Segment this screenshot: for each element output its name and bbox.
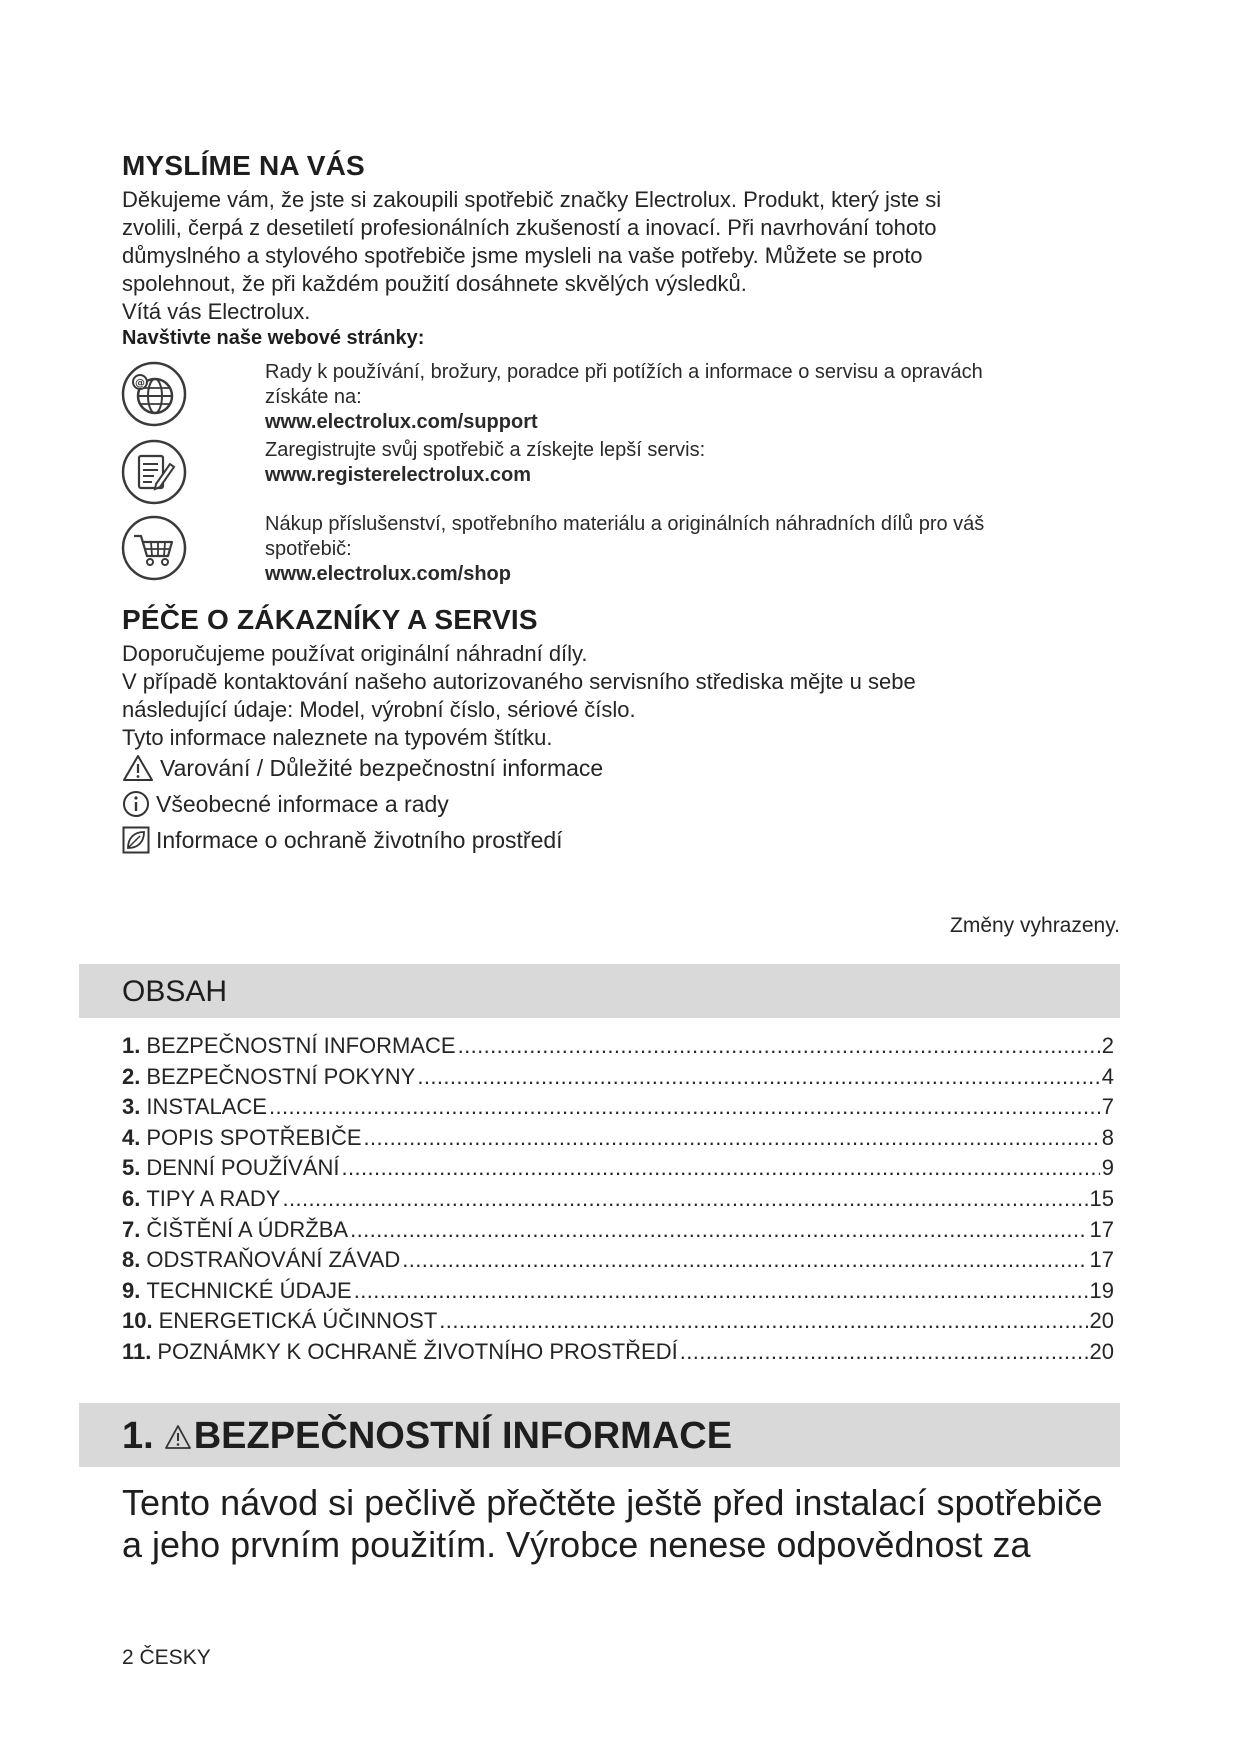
- toc-item[interactable]: [122, 1031, 1114, 1062]
- legend-text: Informace o ochraně životního prostředí: [156, 826, 563, 853]
- visit-label: Navštivte naše webové stránky:: [122, 327, 425, 349]
- toc-item-number: 7.: [122, 1216, 141, 1242]
- toc-item-label: POZNÁMKY K OCHRANĚ ŽIVOTNÍHO PROSTŘEDÍ: [157, 1338, 678, 1364]
- toc-item-number: 11.: [122, 1338, 152, 1364]
- toc-item[interactable]: [122, 1245, 1114, 1276]
- changes-note: Změny vyhrazeny.: [950, 914, 1120, 937]
- toc-header-bar: [79, 964, 1120, 1018]
- register-icon: [120, 438, 188, 506]
- care-line: Tyto informace naleznete na typovém štítku.: [122, 725, 553, 750]
- toc-leader: [680, 1337, 1088, 1368]
- intro-line: Děkujeme vám, že jste si zakoupili spotřebič značky Electrolux. Produkt, který jste si: [122, 187, 942, 212]
- toc-item[interactable]: [122, 1337, 1114, 1368]
- toc-item-number: 9.: [122, 1277, 141, 1303]
- toc-item[interactable]: [122, 1306, 1114, 1337]
- toc-leader: [342, 1153, 1100, 1184]
- intro-line: zvolili, čerpá z desetiletí profesionálních zkušeností a inovací. Při navrhování tohoto: [122, 215, 937, 240]
- toc-item-page: 4: [1101, 1063, 1114, 1089]
- care-text: [122, 640, 1102, 752]
- service-line: spotřebič:: [265, 538, 352, 560]
- toc-leader: [439, 1306, 1087, 1337]
- toc-item-label: TECHNICKÉ ÚDAJE: [146, 1277, 352, 1303]
- legend-text: Varování / Důležité bezpečnostní informace: [160, 754, 604, 781]
- warning-icon: [122, 754, 154, 782]
- toc-item-page: 8: [1101, 1124, 1114, 1150]
- section-intro-line: a jeho prvním použitím. Výrobce nenese odpovědnost za: [122, 1524, 1031, 1565]
- toc-leader: [354, 1276, 1088, 1307]
- toc-item-page: 20: [1089, 1308, 1114, 1334]
- intro-line: důmyslného a stylového spotřebiče jsme mysleli na vaše potřeby. Můžete se proto: [122, 243, 923, 268]
- toc-item-label: TIPY A RADY: [146, 1185, 281, 1211]
- service-line: Rady k používání, brožury, poradce při potížích a informace o servisu a opravách: [265, 361, 983, 383]
- info-icon: [122, 790, 150, 818]
- service-line: získáte na:: [265, 386, 362, 408]
- toc-item[interactable]: [122, 1215, 1114, 1246]
- cart-icon: [120, 514, 188, 582]
- care-line: Doporučujeme používat originální náhradní díly.: [122, 641, 588, 666]
- intro-heading: MYSLÍME NA VÁS: [122, 150, 365, 181]
- toc-item-number: 8.: [122, 1247, 141, 1273]
- svg-text:@: @: [135, 378, 145, 389]
- toc-item[interactable]: [122, 1153, 1114, 1184]
- register-link[interactable]: www.registerelectrolux.com: [265, 464, 532, 486]
- toc-item-label: DENNÍ POUŽÍVÁNÍ: [146, 1155, 340, 1181]
- toc-item-number: 10.: [122, 1308, 153, 1334]
- toc-item-page: 17: [1089, 1247, 1114, 1273]
- toc-item-number: 5.: [122, 1155, 141, 1181]
- toc-title: OBSAH: [122, 975, 228, 1008]
- toc-item-page: 17: [1089, 1216, 1114, 1242]
- toc-item-label: ČIŠTĚNÍ A ÚDRŽBA: [146, 1216, 349, 1242]
- toc-item-label: INSTALACE: [146, 1094, 267, 1120]
- service-line: Zaregistrujte svůj spotřebič a získejte lepší servis:: [265, 439, 706, 461]
- shop-link[interactable]: www.electrolux.com/shop: [265, 563, 511, 585]
- warning-icon: [164, 1424, 192, 1450]
- toc-item-page: 7: [1101, 1094, 1114, 1120]
- section-intro: [122, 1482, 1122, 1566]
- intro-line: spolehnout, že při každém použití dosáhnete skvělých výsledků.: [122, 271, 747, 296]
- section-title: BEZPEČNOSTNÍ INFORMACE: [193, 1415, 733, 1457]
- toc-leader: [417, 1062, 1099, 1093]
- toc-item[interactable]: [122, 1062, 1114, 1093]
- toc-item-number: 4.: [122, 1124, 141, 1150]
- page-footer: 2 ČESKY: [122, 1646, 211, 1669]
- toc-item-page: 2: [1101, 1033, 1114, 1058]
- section-header-bar: [79, 1403, 1120, 1467]
- service-line: Nákup příslušenství, spotřebního materiálu a originálních náhradních dílů pro váš: [265, 513, 985, 535]
- care-heading: PÉČE O ZÁKAZNÍKY A SERVIS: [122, 604, 538, 635]
- section-intro-line: Tento návod si pečlivě přečtěte ještě před instalací spotřebiče: [122, 1482, 1103, 1523]
- toc-item[interactable]: [122, 1276, 1114, 1307]
- support-link[interactable]: www.electrolux.com/support: [265, 411, 538, 433]
- section-number: 1.: [122, 1415, 154, 1457]
- toc-item-page: 9: [1101, 1155, 1114, 1181]
- toc-item[interactable]: [122, 1184, 1114, 1215]
- toc-leader: [364, 1123, 1100, 1154]
- toc-item[interactable]: [122, 1092, 1114, 1123]
- toc-item-page: 19: [1089, 1277, 1114, 1303]
- toc-item-number: 6.: [122, 1185, 141, 1211]
- legend-text: Všeobecné informace a rady: [156, 790, 449, 817]
- toc-leader: [350, 1215, 1087, 1246]
- section-heading: [122, 1415, 732, 1458]
- toc-item-number: 3.: [122, 1094, 141, 1120]
- toc-item-number: 2.: [122, 1063, 141, 1089]
- toc-item-label: BEZPEČNOSTNÍ POKYNY: [146, 1063, 416, 1089]
- leaf-icon: [122, 826, 150, 854]
- toc-item-label: BEZPEČNOSTNÍ INFORMACE: [146, 1033, 456, 1058]
- legend-environment: [122, 826, 563, 854]
- toc-item-label: ENERGETICKÁ ÚČINNOST: [158, 1308, 438, 1334]
- service-support: [265, 360, 1165, 435]
- intro-text: [122, 186, 1102, 326]
- toc-item[interactable]: [122, 1123, 1114, 1154]
- care-line: V případě kontaktování našeho autorizovaného servisního střediska mějte u sebe: [122, 669, 916, 694]
- toc-item-page: 15: [1089, 1185, 1114, 1211]
- intro-line: Vítá vás Electrolux.: [122, 299, 311, 324]
- service-register: [265, 438, 1165, 488]
- care-line: následující údaje: Model, výrobní číslo, sériové číslo.: [122, 697, 636, 722]
- toc-leader: [458, 1031, 1100, 1062]
- legend-warning: [122, 754, 603, 782]
- toc-leader: [282, 1184, 1087, 1215]
- service-shop: [265, 512, 1165, 587]
- toc-item-label: POPIS SPOTŘEBIČE: [146, 1124, 362, 1150]
- toc-item-number: 1.: [122, 1033, 141, 1058]
- toc-leader: [269, 1092, 1100, 1123]
- globe-icon: [120, 360, 188, 428]
- toc-item-page: 20: [1089, 1338, 1114, 1364]
- legend-info: [122, 790, 449, 818]
- table-of-contents: [122, 1031, 1114, 1368]
- toc-leader: [402, 1245, 1087, 1276]
- toc-item-label: ODSTRAŇOVÁNÍ ZÁVAD: [146, 1247, 401, 1273]
